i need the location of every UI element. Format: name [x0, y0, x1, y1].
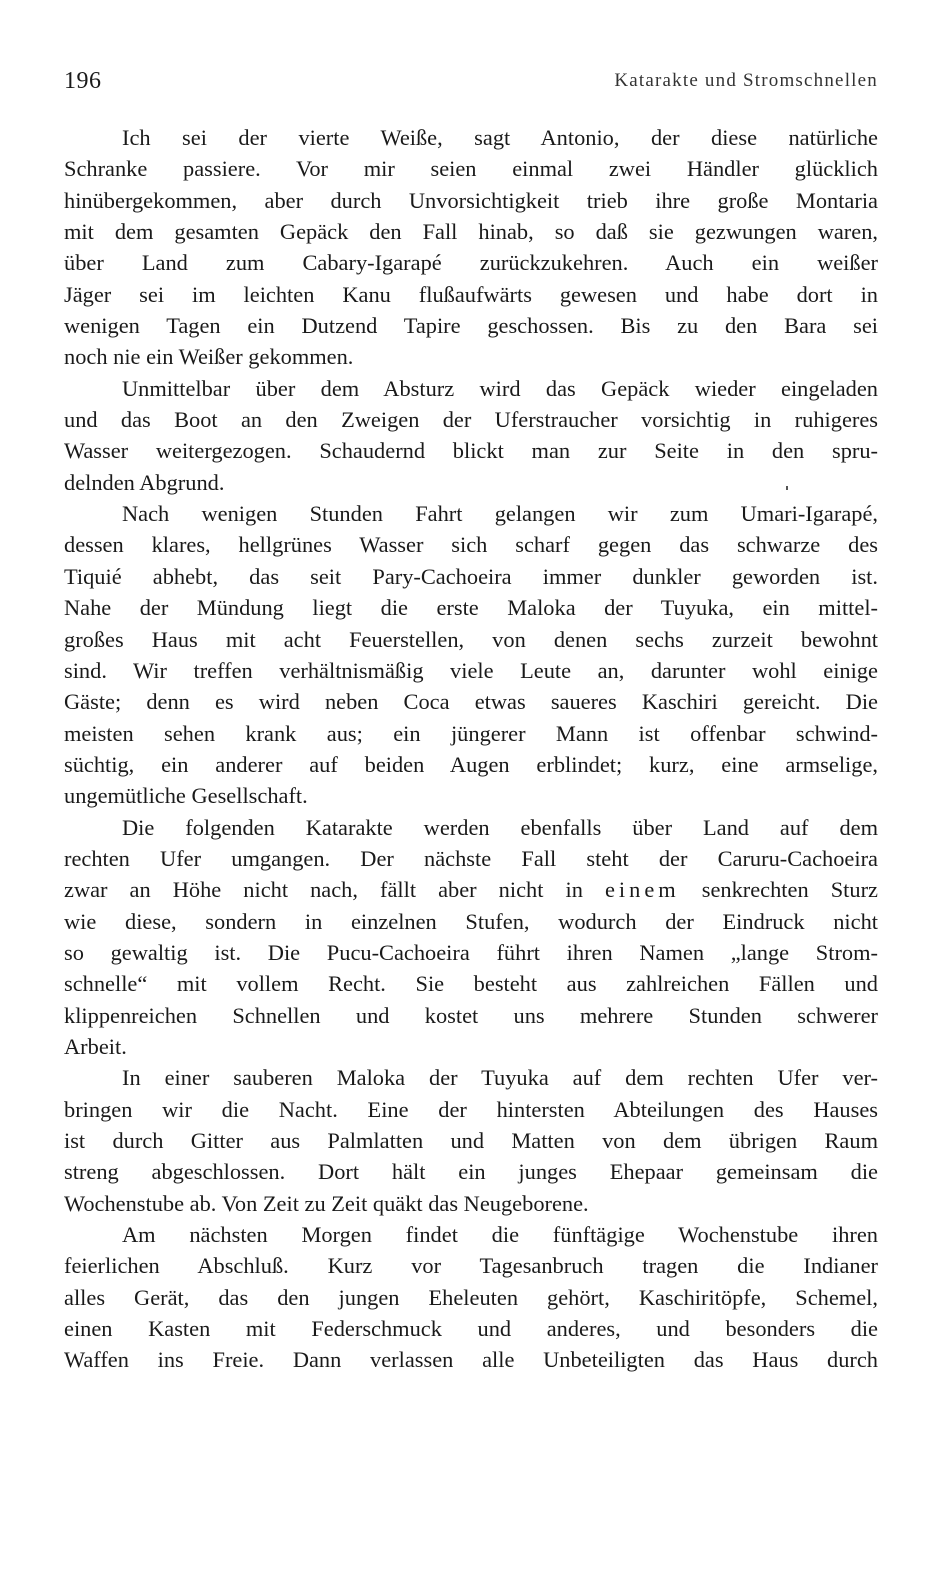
text-line: und das Boot an den Zweigen der Uferstraucher vorsichtig in ruhigeres	[64, 407, 878, 433]
text-line: über Land zum Cabary-Igarapé zurückzukehren. Auch ein weißer	[64, 250, 878, 276]
text-line: In einer sauberen Maloka der Tuyuka auf dem rechten Ufer ver-	[122, 1065, 878, 1091]
text-line: Jäger sei im leichten Kanu flußaufwärts gewesen und habe dort in	[64, 281, 878, 307]
text-line: alles Gerät, das den jungen Eheleuten gehört, Kaschiritöpfe, Schemel,	[64, 1284, 878, 1310]
text-segment: senkrechten Sturz	[701, 877, 878, 903]
text-segment: zwar an Höhe nicht nach, fällt aber nicht in	[64, 877, 583, 903]
print-speck	[786, 486, 788, 490]
paragraph	[64, 812, 878, 1063]
text-line: Tiquié abhebt, das seit Pary-Cachoeira immer dunkler geworden ist.	[64, 563, 878, 589]
text-line: Ich sei der vierte Weiße, sagt Antonio, der diese natürliche	[122, 125, 878, 150]
paragraph	[64, 1219, 878, 1376]
paragraph	[64, 498, 878, 811]
text-line: ungemütliche Gesellschaft.	[64, 783, 308, 809]
text-line: Die folgenden Katarakte werden ebenfalls über Land auf dem	[122, 814, 878, 840]
text-line: wenigen Tagen ein Dutzend Tapire geschossen. Bis zu den Bara sei	[64, 313, 878, 339]
text-line: großes Haus mit acht Feuerstellen, von denen sechs zurzeit bewohnt	[64, 626, 878, 652]
page-header	[64, 68, 878, 102]
text-line: Nach wenigen Stunden Fahrt gelangen wir zum Umari-Igarapé,	[122, 501, 878, 527]
text-line: feierlichen Abschluß. Kurz vor Tagesanbruch tragen die Indianer	[64, 1253, 878, 1279]
text-line-with-emphasis	[64, 874, 878, 905]
text-line: Gäste; denn es wird neben Coca etwas saueres Kaschiri gereicht. Die	[64, 689, 878, 715]
text-line: noch nie ein Weißer gekommen.	[64, 344, 354, 370]
text-line: Am nächsten Morgen findet die fünftägige Wochenstube ihren	[122, 1222, 878, 1248]
text-line: meisten sehen krank aus; ein jüngerer Mann ist offenbar schwind-	[64, 720, 878, 746]
text-line: streng abgeschlossen. Dort hält ein junges Ehepaar gemeinsam die	[64, 1159, 878, 1185]
paragraph	[64, 1062, 878, 1219]
text-line: einen Kasten mit Federschmuck und anderes, und besonders die	[64, 1316, 878, 1342]
text-line: klippenreichen Schnellen und kostet uns mehrere Stunden schwerer	[64, 1002, 878, 1028]
text-line: Arbeit.	[64, 1033, 127, 1059]
text-line: Wochenstube ab. Von Zeit zu Zeit quäkt das Neugeborene.	[64, 1190, 589, 1216]
text-line: süchtig, ein anderer auf beiden Augen erblindet; kurz, eine armselige,	[64, 751, 878, 777]
text-line: ist durch Gitter aus Palmlatten und Matten von dem übrigen Raum	[64, 1128, 878, 1153]
text-line: bringen wir die Nacht. Eine der hintersten Abteilungen des Hauses	[64, 1096, 878, 1122]
text-line: schnelle“ mit vollem Recht. Sie besteht aus zahlreichen Fällen und	[64, 971, 878, 997]
paragraph	[64, 122, 878, 373]
text-line: sind. Wir treffen verhältnismäßig viele Leute an, darunter wohl einige	[64, 657, 878, 683]
text-line: Unmittelbar über dem Absturz wird das Gepäck wieder eingeladen	[122, 375, 878, 401]
text-line: dessen klares, hellgrünes Wasser sich scharf gegen das schwarze des	[64, 532, 878, 558]
text-line: hinübergekommen, aber durch Unvorsichtigkeit trieb ihre große Montaria	[64, 187, 878, 213]
text-line: Wasser weitergezogen. Schaudernd blickt man zur Seite in den spru-	[64, 438, 878, 464]
running-head: Katarakte und Stromschnellen	[614, 70, 878, 91]
text-line: mit dem gesamten Gepäck den Fall hinab, so daß sie gezwungen waren,	[64, 219, 878, 245]
page-number: 196	[64, 68, 102, 94]
text-line: Schranke passiere. Vor mir seien einmal zwei Händler glücklich	[64, 156, 878, 182]
body-text	[64, 122, 878, 1376]
text-line: Waffen ins Freie. Dann verlassen alle Unbeteiligten das Haus durch	[64, 1347, 878, 1373]
paragraph	[64, 373, 878, 498]
text-line: so gewaltig ist. Die Pucu-Cachoeira führt ihren Namen „lange Strom-	[64, 939, 878, 965]
text-line: Nahe der Mündung liegt die erste Maloka der Tuyuka, ein mittel-	[64, 595, 878, 621]
text-line: wie diese, sondern in einzelnen Stufen, wodurch der Eindruck nicht	[64, 908, 878, 934]
emphasized-word: einem	[604, 877, 680, 903]
text-line: delnden Abgrund.	[64, 469, 225, 495]
text-line: rechten Ufer umgangen. Der nächste Fall steht der Caruru-Cachoeira	[64, 845, 878, 871]
